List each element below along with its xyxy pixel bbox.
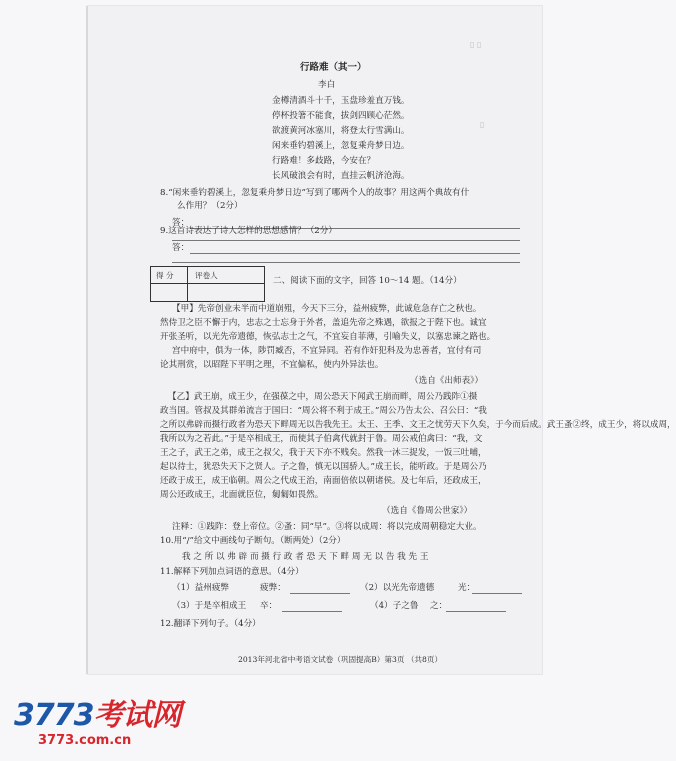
poem-line: 欲渡黄河冰塞川，将登太行雪满山。	[272, 126, 410, 136]
poem-line: 金樽清酒斗十千，玉盘珍羞直万钱。	[272, 96, 410, 106]
score-box	[150, 266, 265, 302]
poem-author: 李白	[318, 80, 336, 90]
q11-item: （4）子之鲁	[370, 601, 419, 611]
question-10: 10.用“/”给文中画线句子断句。（断两处）（2分）	[160, 536, 346, 546]
poem-line: 闲来垂钓碧溪上，忽复乘舟梦日边。	[272, 141, 410, 151]
passage-a-line: 论其刑赏，以昭陛下平明之理，不宜偏私，使内外异法也。	[160, 360, 384, 370]
question-12: 12.翻译下列句子。（4分）	[160, 619, 261, 629]
answer-line[interactable]	[290, 593, 350, 594]
watermark-brand-sub: 考试网	[93, 698, 181, 733]
watermark-url: 3773.com.cn	[38, 733, 132, 748]
poem-line: 长风破浪会有时，直挂云帆济沧海。	[272, 171, 410, 181]
page-footer: 2013年河北省中考语文试卷（巩固提高B）第3页 （共8页）	[238, 655, 443, 664]
underline-marker	[160, 431, 420, 432]
watermark-brand-main: 3773	[14, 698, 94, 733]
q11-item: （2）以光先帝遗德	[360, 583, 435, 593]
q11-item: 疲弊：	[260, 583, 286, 593]
answer-label: 答：	[172, 243, 190, 253]
passage-a-line: 开张圣听，以光先帝遗德，恢弘志士之气，不宜妄自菲薄，引喻失义，以塞忠谏之路也。	[160, 332, 496, 342]
score-label: 得 分	[156, 271, 174, 280]
passage-a-line: 宫中府中，俱为一体，陟罚臧否，不宜异同。若有作奸犯科及为忠善者，宜付有司	[172, 346, 482, 356]
passage-b-line: 之所以弗辟而摄行政者为恐天下畔周无以告我先王。太王、王季、文王之忧劳天下久矣，于今而后成。武王蚤②终，成王少，将以成周，	[160, 420, 676, 430]
question-8-cont: 么作用？（2分）	[177, 201, 243, 211]
passage-b-line: 起以待士，犹恐失天下之贤人。子之鲁，慎无以国骄人。”成王长，能听政。于是周公乃	[160, 462, 487, 472]
show-through-marks: ▯	[480, 120, 485, 129]
answer-line[interactable]	[172, 240, 520, 241]
q11-item: 之：	[430, 601, 448, 611]
passage-b-line: 我所以为之若此。”于是卒相成王，而使其子伯禽代就封于鲁。周公戒伯禽曰：“我，文	[160, 434, 483, 444]
question-11: 11.解释下列加点词语的意思。（4分）	[160, 567, 304, 577]
q11-item: （3）于是卒相成王	[172, 601, 247, 611]
answer-line[interactable]	[172, 262, 520, 263]
poem-line: 停杯投箸不能食，拔剑四顾心茫然。	[272, 111, 410, 121]
answer-line[interactable]	[190, 253, 520, 254]
q10-sentence: 我 之 所 以 弗 辟 而 摄 行 政 者 恐 天 下 畔 周 无 以 告 我 先 王	[182, 552, 429, 562]
answer-label: 答：	[172, 218, 190, 228]
question-9: 9.这首诗表达了诗人怎样的思想感情？（2分）	[160, 226, 337, 236]
answer-line[interactable]	[446, 611, 506, 612]
q11-item: 卒：	[260, 601, 278, 611]
passage-b-source: （选自《鲁周公世家》）	[382, 506, 473, 516]
poem-title: 行路难（其一）	[300, 62, 367, 73]
section-heading: 二、阅读下面的文字，回答 10～14 题。（14分）	[273, 276, 462, 286]
passage-a-line: 然侍卫之臣不懈于内，忠志之士忘身于外者，盖追先帝之殊遇，欲报之于陛下也。诚宜	[160, 318, 487, 328]
q11-item: 光：	[458, 583, 476, 593]
answer-line[interactable]	[472, 593, 522, 594]
notes: 注释：①践阼：登上帝位。②蚤：同“早”。③将以成周：将以完成周朝稳定大业。	[172, 522, 482, 532]
passage-b-line: 王之子，武王之弟，成王之叔父，我于天下亦不贱矣。然我一沐三捉发，一饭三吐哺，	[160, 448, 487, 458]
question-8: 8.“闲来垂钓碧溪上，忽复乘舟梦日边”写到了哪两个人的故事？用这两个典故有什	[160, 188, 470, 198]
poem-line: 行路难！多歧路，今安在？	[272, 156, 376, 166]
site-watermark-logo	[14, 690, 181, 734]
passage-b-line: 【乙】武王崩，成王少，在强葆之中，周公恐天下闻武王崩而畔，周公乃践阼①摄	[168, 392, 478, 402]
q11-item: （1）益州疲弊	[172, 583, 230, 593]
show-through-marks: ▯ ▯	[470, 40, 482, 49]
grader-label: 评卷人	[195, 271, 218, 280]
passage-a-source: （选自《出师表》）	[410, 376, 484, 386]
passage-b-line: 周公还政成王，北面就臣位，匔匔如畏然。	[160, 490, 324, 500]
passage-b-line: 还政于成王，成王临朝。周公之代成王治，南面倍依以朝诸侯。及七年后，还政成王，	[160, 476, 487, 486]
passage-b-line: 政当国。管叔及其群弟流言于国曰：“周公将不利于成王。”周公乃告太公、召公曰：“我	[160, 406, 487, 416]
passage-a-line: 【甲】先帝创业未半而中道崩殂，今天下三分，益州疲弊，此诚危急存亡之秋也。	[172, 304, 482, 314]
answer-line[interactable]	[282, 611, 342, 612]
